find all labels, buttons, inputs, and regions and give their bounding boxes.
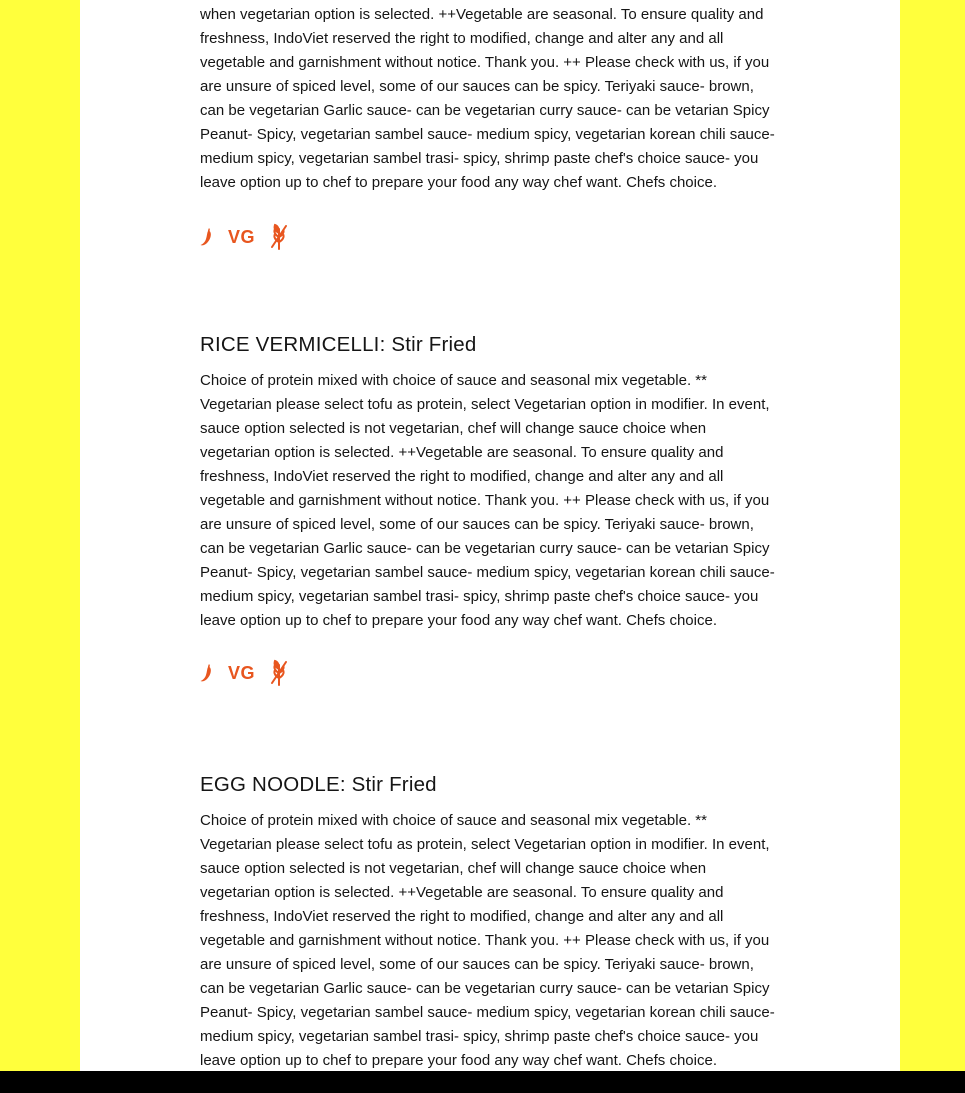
menu-panel (80, 0, 900, 1071)
bottom-bar (0, 1071, 965, 1093)
menu-item-title: RICE VERMICELLI: Stir Fried (200, 333, 477, 356)
vg-badge: VG (228, 662, 256, 683)
dietary-icons (200, 659, 775, 687)
spicy-chili-icon (200, 227, 214, 247)
gluten-free-icon (269, 223, 289, 251)
menu-item-egg-noodle[interactable] (200, 771, 775, 1071)
spicy-chili-icon (200, 663, 214, 683)
vg-badge: VG (228, 226, 256, 247)
menu-item-rice-vermicelli[interactable] (200, 331, 775, 687)
menu-item-title: EGG NOODLE: Stir Fried (200, 773, 437, 796)
gluten-free-icon (269, 659, 289, 687)
dietary-icons (200, 223, 775, 251)
menu-item-previous (200, 3, 775, 251)
menu-item-description: Choice of protein mixed with choice of sauce and seasonal mix vegetable. ** Vegetarian please select tofu as protein, select Vegetarian option in modifier. In event, sauce option selected is not vegetarian, chef will change sauce choice when vegetarian option is selected. ++Vegetable are seasonal. To ensure quality and freshness, IndoViet reserved the right to modified, change and alter any and all vegetable and garnishment without notice. Thank you. ++ Please check with us, if you are unsure of spiced level, some of our sauces can be spicy. Teriyaki sauce- brown, can be vegetarian Garlic sauce- can be vegetarian curry sauce- can be vetarian Spicy Peanut- Spicy, vegetarian sambel sauce- medium spicy, vegetarian korean chili sauce- medium spicy, vegetarian sambel trasi- spicy, shrimp paste chef's choice sauce- you leave option up to chef to prepare your food any way chef want. Chefs choice. (200, 372, 775, 629)
menu-item-description: Choice of protein mixed with choice of sauce and seasonal mix vegetable. ** Vegetarian please select tofu as protein, select Vegetarian option in modifier. In event, sauce option selected is not vegetarian, chef will change sauce choice when vegetarian option is selected. ++Vegetable are seasonal. To ensure quality and freshness, IndoViet reserved the right to modified, change and alter any and all vegetable and garnishment without notice. Thank you. ++ Please check with us, if you are unsure of spiced level, some of our sauces can be spicy. Teriyaki sauce- brown, can be vegetarian Garlic sauce- can be vegetarian curry sauce- can be vetarian Spicy Peanut- Spicy, vegetarian sambel sauce- medium spicy, vegetarian korean chili sauce- medium spicy, vegetarian sambel trasi- spicy, shrimp paste chef's choice sauce- you leave option up to chef to prepare your food any way chef want. Chefs choice. (200, 812, 775, 1069)
menu-item-description: when vegetarian option is selected. ++Vegetable are seasonal. To ensure quality and freshness, IndoViet reserved the right to modified, change and alter any and all vegetable and garnishment without notice. Thank you. ++ Please check with us, if you are unsure of spiced level, some of our sauces can be spicy. Teriyaki sauce- brown, can be vegetarian Garlic sauce- can be vegetarian curry sauce- can be vetarian Spicy Peanut- Spicy, vegetarian sambel sauce- medium spicy, vegetarian korean chili sauce- medium spicy, vegetarian sambel trasi- spicy, shrimp paste chef's choice sauce- you leave option up to chef to prepare your food any way chef want. Chefs choice. (200, 6, 775, 191)
